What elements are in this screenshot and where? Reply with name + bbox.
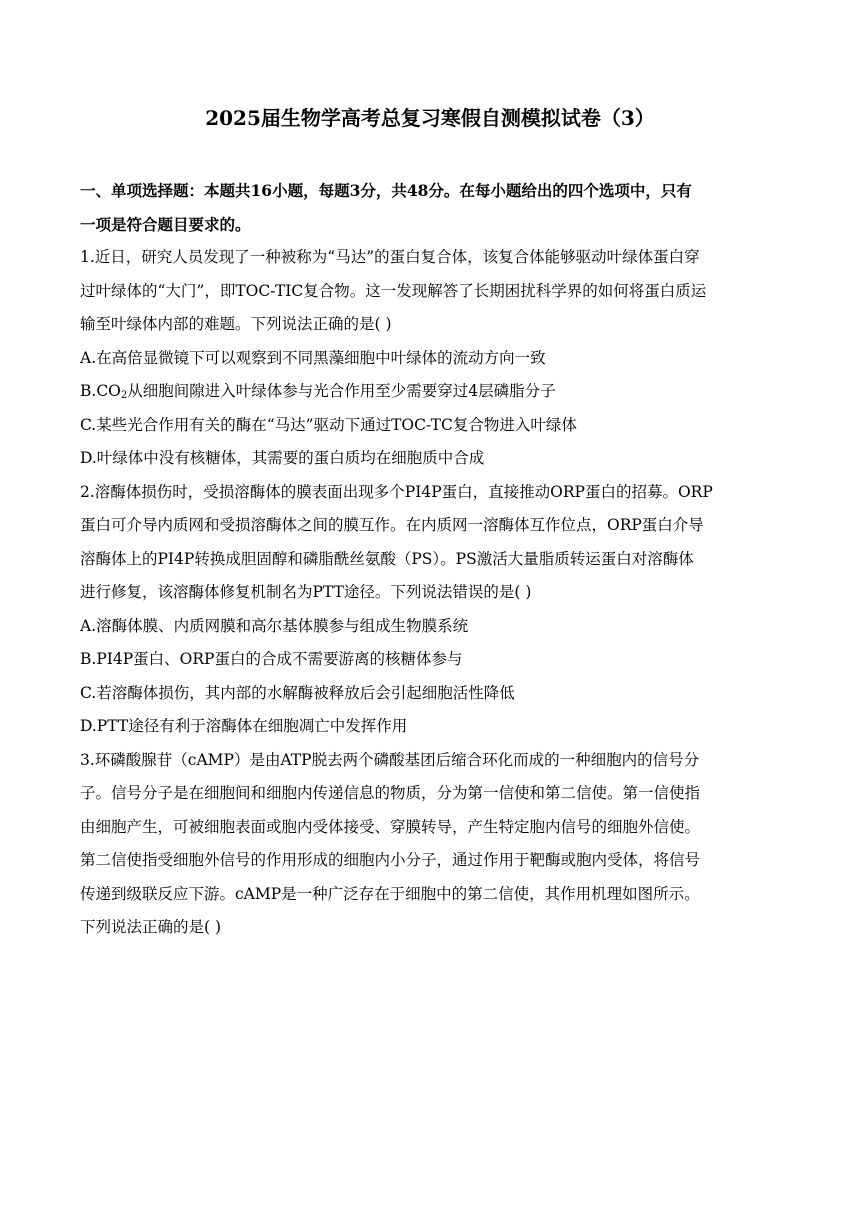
question-3-stem-line: 传递到级联反应下游。cAMP是一种广泛存在于细胞中的第二信使，其作用机理如图所示。 xyxy=(80,884,700,903)
question-2-stem-line: 蛋白可介导内质网和受损溶酶体之间的膜互作。在内质网一溶酶体互作位点，ORP蛋白介导 xyxy=(80,516,704,534)
question-3-stem-line: 子。信号分子是在细胞间和细胞内传递信息的物质，分为第一信使和第二信使。第一信使指 xyxy=(80,784,701,802)
question-1-stem-line: 输至叶绿体内部的难题。下列说法正确的是( ) xyxy=(80,315,392,333)
question-1-option-d: D.叶绿体中没有核糖体，其需要的蛋白质均在细胞质中合成 xyxy=(80,449,485,467)
question-1-stem-line: 1.近日，研究人员发现了一种被称为“马达”的蛋白复合体，该复合体能够驱动叶绿体蛋白穿 xyxy=(80,248,700,266)
question-3-stem-line: 由细胞产生，可被细胞表面或胞内受体接受、穿膜转导，产生特定胞内信号的细胞外信使。 xyxy=(80,817,701,836)
question-2-stem-line: 进行修复，该溶酶体修复机制名为PTT途径。下列说法错误的是( ) xyxy=(80,583,532,601)
question-2-option-c: C.若溶酶体损伤，其内部的水解酶被释放后会引起细胞活性降低 xyxy=(80,683,515,702)
question-1-option-a: A.在高倍显微镜下可以观察到不同黑藻细胞中叶绿体的流动方向一致 xyxy=(80,348,546,367)
question-3 xyxy=(80,744,784,945)
option-b-subscript: 2 xyxy=(120,390,128,401)
section-header-line: 一、单项选择题：本题共16小题，每题3分，共48分。在每小题给出的四个选项中，只有 xyxy=(80,181,692,200)
option-b-text-post: 从细胞间隙进入叶绿体参与光合作用至少需要穿过4层磷脂分子 xyxy=(127,382,556,400)
question-2-option-a: A.溶酶体膜、内质网膜和高尔基体膜参与组成生物膜系统 xyxy=(80,616,469,635)
question-2-option-d: D.PTT途径有利于溶酶体在细胞凋亡中发挥作用 xyxy=(80,717,408,735)
question-3-stem-line: 下列说法正确的是( ) xyxy=(80,918,222,936)
question-2-stem-line: 溶酶体上的PI4P转换成胆固醇和磷脂酰丝氨酸（PS）。PS激活大量脂质转运蛋白对溶酶体 xyxy=(80,549,694,568)
section-header-line: 一项是符合题目要求的。 xyxy=(80,214,251,234)
question-2-stem-line: 2.溶酶体损伤时，受损溶酶体的膜表面出现多个PI4P蛋白，直接推动ORP蛋白的招募。ORP xyxy=(80,482,713,501)
question-1-option-c: C.某些光合作用有关的酶在“马达”驱动下通过TOC-TC复合物进入叶绿体 xyxy=(80,415,577,434)
question-2 xyxy=(80,476,784,744)
page-title: 2025届生物学高考总复习寒假自测模拟试卷（3） xyxy=(205,106,655,130)
option-b-text-pre: B.CO xyxy=(80,382,121,400)
question-3-stem-line: 第二信使指受细胞外信号的作用形成的细胞内小分子，通过作用于靶酶或胞内受体，将信号 xyxy=(80,851,701,869)
question-3-stem-line: 3.环磷酸腺苷（cAMP）是由ATP脱去两个磷酸基团后缩合环化而成的一种细胞内的信号分 xyxy=(80,750,700,769)
exam-body xyxy=(80,174,784,945)
question-1-option-b xyxy=(80,375,784,409)
question-1 xyxy=(80,241,784,476)
question-2-option-b: B.PI4P蛋白、ORP蛋白的合成不需要游离的核糖体参与 xyxy=(80,650,463,668)
question-1-stem-line: 过叶绿体的“大门”，即TOC-TIC复合物。这一发现解答了长期困扰科学界的如何将蛋白质运 xyxy=(80,281,707,300)
